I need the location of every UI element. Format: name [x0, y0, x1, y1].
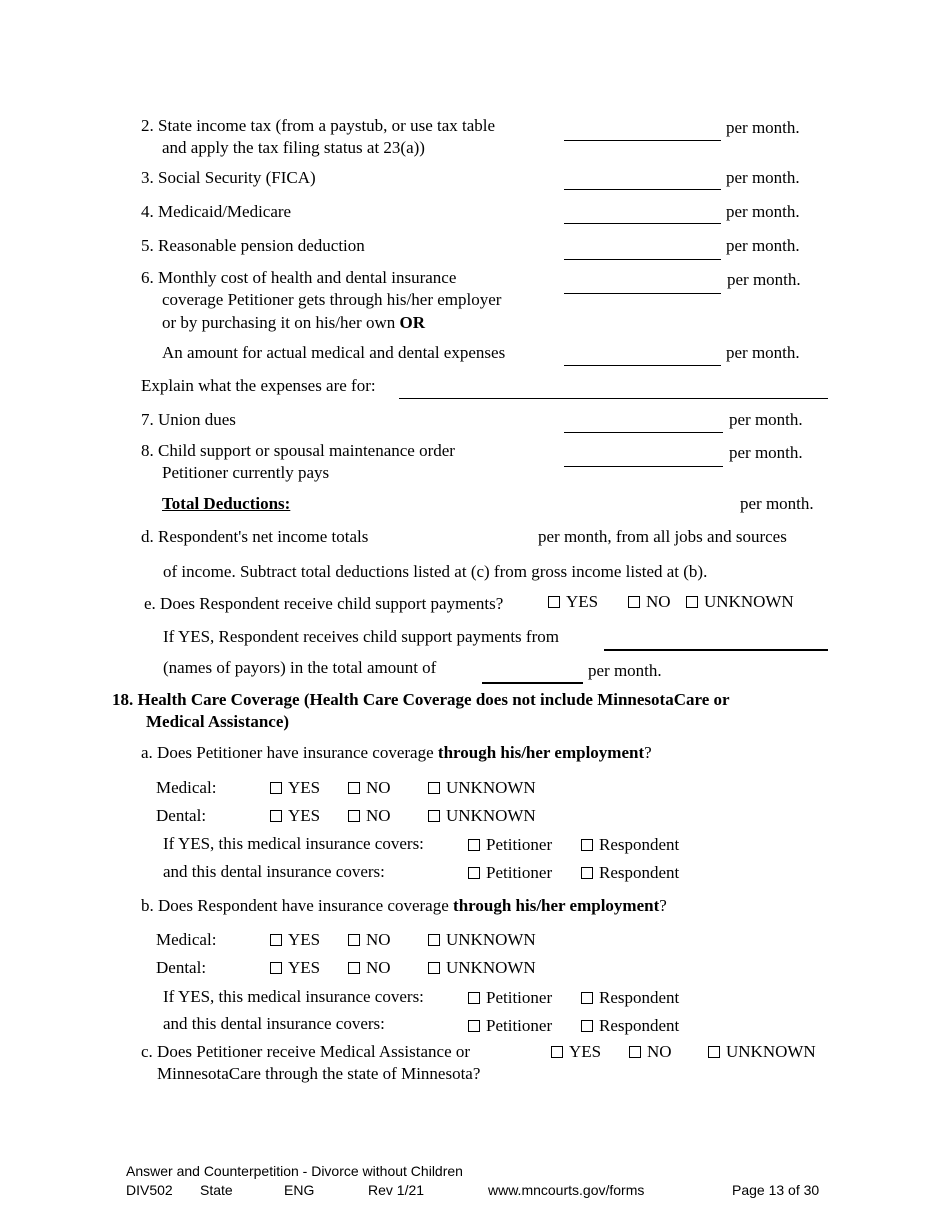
net-income-line2: of income. Subtract total deductions listed at (c) from gross income listed at (b). — [163, 562, 708, 581]
item-8-line2: Petitioner currently pays — [162, 463, 330, 482]
total-deductions-label: Total Deductions: — [162, 494, 291, 513]
item-6-line3: or by purchasing it on his/her own OR — [162, 313, 425, 332]
pet-medical-covers-petitioner-checkbox[interactable]: Petitioner — [468, 834, 552, 856]
resp-medical-covers-respondent-checkbox[interactable]: Respondent — [581, 987, 679, 1009]
checkbox-icon — [581, 839, 593, 851]
pet-dental-yes-checkbox[interactable]: YES — [270, 805, 320, 827]
payors-field[interactable] — [604, 649, 828, 651]
checkbox-icon — [428, 810, 440, 822]
per-month-label: per month. — [740, 494, 814, 513]
per-month-label: per month. — [726, 202, 800, 221]
medical-assistance-no-checkbox[interactable]: NO — [629, 1041, 672, 1063]
resp-dental-yes-checkbox[interactable]: YES — [270, 957, 320, 979]
footer-form-code: DIV502 — [126, 1182, 173, 1198]
payors-label: (names of payors) in the total amount of — [163, 658, 437, 677]
checkbox-icon — [708, 1046, 720, 1058]
child-support-question: e. Does Respondent receive child support payments? — [144, 594, 504, 613]
medical-label: Medical: — [156, 778, 217, 797]
checkbox-icon — [581, 992, 593, 1004]
dental-covers-label: and this dental insurance covers: — [163, 1014, 385, 1033]
actual-expenses-label: An amount for actual medical and dental expenses — [162, 343, 506, 362]
medical-assistance-unknown-checkbox[interactable]: UNKNOWN — [708, 1041, 816, 1063]
pet-medical-unknown-checkbox[interactable]: UNKNOWN — [428, 777, 536, 799]
dental-label: Dental: — [156, 958, 207, 977]
checkbox-icon — [348, 962, 360, 974]
child-support-amount-field[interactable] — [482, 682, 583, 684]
resp-dental-covers-petitioner-checkbox[interactable]: Petitioner — [468, 1015, 552, 1037]
per-month-label: per month. — [729, 443, 803, 462]
checkbox-icon — [468, 839, 480, 851]
checkbox-icon — [270, 810, 282, 822]
pet-dental-no-checkbox[interactable]: NO — [348, 805, 391, 827]
if-yes-payments-label: If YES, Respondent receives child support payments from — [163, 627, 559, 646]
checkbox-icon — [629, 1046, 641, 1058]
item-6-line2: coverage Petitioner gets through his/her employer — [162, 290, 502, 309]
per-month-label: per month. — [726, 343, 800, 362]
checkbox-icon — [468, 1020, 480, 1032]
dental-covers-label: and this dental insurance covers: — [163, 862, 385, 881]
pet-dental-covers-respondent-checkbox[interactable]: Respondent — [581, 862, 679, 884]
item-5-label: 5. Reasonable pension deduction — [141, 236, 365, 255]
question-18c-line1: c. Does Petitioner receive Medical Assistance or — [141, 1042, 471, 1061]
checkbox-icon — [468, 867, 480, 879]
child-support-no-checkbox[interactable]: NO — [628, 591, 671, 613]
child-support-yes-checkbox[interactable]: YES — [548, 591, 598, 613]
pet-medical-yes-checkbox[interactable]: YES — [270, 777, 320, 799]
insurance-cost-field[interactable] — [564, 293, 721, 294]
section-18-heading-line2: Medical Assistance) — [146, 712, 290, 731]
net-income-right-label: per month, from all jobs and sources — [538, 527, 787, 546]
dental-label: Dental: — [156, 806, 207, 825]
fica-field[interactable] — [564, 189, 721, 190]
item-2-line2: and apply the tax filing status at 23(a)) — [162, 138, 425, 157]
section-18-heading-line1: 18. Health Care Coverage (Health Care Coverage does not include MinnesotaCare or — [112, 690, 730, 709]
item-3-label: 3. Social Security (FICA) — [141, 168, 316, 187]
checkbox-icon — [686, 596, 698, 608]
resp-dental-covers-respondent-checkbox[interactable]: Respondent — [581, 1015, 679, 1037]
medical-assistance-yes-checkbox[interactable]: YES — [551, 1041, 601, 1063]
item-6-line1: 6. Monthly cost of health and dental insurance — [141, 268, 457, 287]
checkbox-icon — [428, 962, 440, 974]
item-2-line1: 2. State income tax (from a paystub, or use tax table — [141, 116, 496, 135]
resp-dental-no-checkbox[interactable]: NO — [348, 957, 391, 979]
checkbox-icon — [428, 934, 440, 946]
checkbox-icon — [468, 992, 480, 1004]
item-4-label: 4. Medicaid/Medicare — [141, 202, 292, 221]
resp-dental-unknown-checkbox[interactable]: UNKNOWN — [428, 957, 536, 979]
per-month-label: per month. — [726, 168, 800, 187]
per-month-label: per month. — [726, 118, 800, 137]
union-dues-field[interactable] — [564, 432, 723, 433]
item-8-line1: 8. Child support or spousal maintenance order — [141, 441, 455, 460]
checkbox-icon — [628, 596, 640, 608]
pet-dental-unknown-checkbox[interactable]: UNKNOWN — [428, 805, 536, 827]
medical-covers-label: If YES, this medical insurance covers: — [163, 834, 424, 853]
footer-revision: Rev 1/21 — [368, 1182, 425, 1198]
checkbox-icon — [270, 962, 282, 974]
net-income-label: d. Respondent's net income totals — [141, 527, 369, 546]
checkbox-icon — [348, 782, 360, 794]
footer-title: Answer and Counterpetition - Divorce without Children — [126, 1163, 463, 1179]
pet-dental-covers-petitioner-checkbox[interactable]: Petitioner — [468, 862, 552, 884]
footer-url: www.mncourts.gov/forms — [488, 1182, 645, 1198]
child-support-unknown-checkbox[interactable]: UNKNOWN — [686, 591, 794, 613]
checkbox-icon — [581, 1020, 593, 1032]
checkbox-icon — [348, 810, 360, 822]
actual-expenses-field[interactable] — [564, 365, 721, 366]
resp-medical-covers-petitioner-checkbox[interactable]: Petitioner — [468, 987, 552, 1009]
pet-medical-no-checkbox[interactable]: NO — [348, 777, 391, 799]
checkbox-icon — [348, 934, 360, 946]
child-support-order-field[interactable] — [564, 466, 723, 467]
pet-medical-covers-respondent-checkbox[interactable]: Respondent — [581, 834, 679, 856]
medicare-field[interactable] — [564, 223, 721, 224]
medical-label: Medical: — [156, 930, 217, 949]
resp-medical-yes-checkbox[interactable]: YES — [270, 929, 320, 951]
question-18a: a. Does Petitioner have insurance coverage through his/her employment? — [141, 743, 652, 762]
resp-medical-no-checkbox[interactable]: NO — [348, 929, 391, 951]
explain-field[interactable] — [399, 398, 828, 399]
footer-language: ENG — [284, 1182, 315, 1198]
explain-label: Explain what the expenses are for: — [141, 376, 376, 395]
per-month-label: per month. — [726, 236, 800, 255]
resp-medical-unknown-checkbox[interactable]: UNKNOWN — [428, 929, 536, 951]
footer-page-number: Page 13 of 30 — [732, 1182, 820, 1198]
per-month-label: per month. — [729, 410, 803, 429]
per-month-label: per month. — [588, 661, 662, 680]
checkbox-icon — [548, 596, 560, 608]
checkbox-icon — [581, 867, 593, 879]
footer-state: State — [200, 1182, 233, 1198]
question-18b: b. Does Respondent have insurance coverage through his/her employment? — [141, 896, 667, 915]
checkbox-icon — [428, 782, 440, 794]
pension-field[interactable] — [564, 259, 721, 260]
checkbox-icon — [270, 934, 282, 946]
per-month-label: per month. — [727, 270, 801, 289]
checkbox-icon — [551, 1046, 563, 1058]
checkbox-icon — [270, 782, 282, 794]
question-18c-line2: MinnesotaCare through the state of Minnesota? — [157, 1064, 481, 1083]
state-income-tax-field[interactable] — [564, 140, 721, 141]
item-7-label: 7. Union dues — [141, 410, 236, 429]
medical-covers-label: If YES, this medical insurance covers: — [163, 987, 424, 1006]
